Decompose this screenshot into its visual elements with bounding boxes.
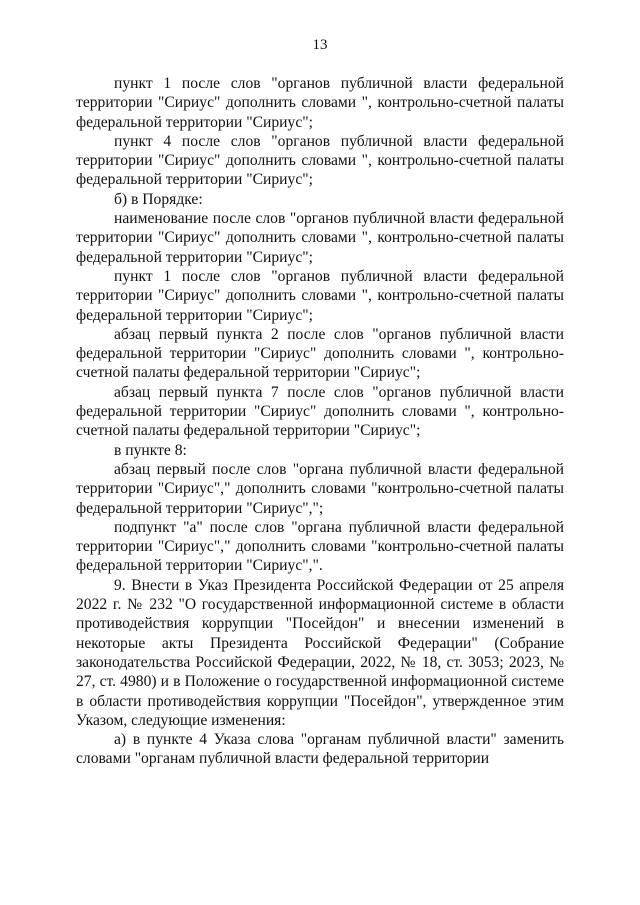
paragraph: абзац первый после слов "органа публичной власти федеральной территории "Сириус"," дополнить словами "контрольно-счетной палаты федеральной территории "Сириус","; [76,460,564,517]
paragraph: в пункте 8: [114,441,187,459]
paragraph: б) в Порядке: [114,190,203,208]
paragraph: 9. Внести в Указ Президента Российской Федерации от 25 апреля 2022 г. № 232 "О государственной информационной системе в области противодействия коррупции "Посейдон" и внесении изменений в некоторые акты Президента Российской Федерации" (Собрание законодательства Российской Федерации, 2022, № 18, ст. 3053; 2023, № 27, ст. 4980) и в Положение о государственной информационной системе в области противодействия коррупции "Посейдон", утвержденное этим Указом, следующие изменения: [76,576,564,729]
paragraph: а) в пункте 4 Указа слова "органам публичной власти" заменить словами "органам публичной власти федеральной территории [76,731,564,768]
paragraph: пункт 4 после слов "органов публичной власти федеральной территории "Сириус" дополнить словами ", контрольно-счетной палаты федеральной территории "Сириус"; [76,132,564,189]
page-number: 13 [312,37,328,53]
paragraph: пункт 1 после слов "органов публичной власти федеральной территории "Сириус" дополнить словами ", контрольно-счетной палаты федеральной территории "Сириус"; [76,267,564,324]
document-body [76,74,564,769]
paragraph: пункт 1 после слов "органов публичной власти федеральной территории "Сириус" дополнить словами ", контрольно-счетной палаты федеральной территории "Сириус"; [76,75,564,131]
paragraph: абзац первый пункта 2 после слов "органов публичной власти федеральной территории "Сириус" дополнить словами ", контрольно-счетной палаты федеральной территории "Сириус"; [76,325,564,382]
paragraph: абзац первый пункта 7 после слов "органов публичной власти федеральной территории "Сириус" дополнить словами ", контрольно-счетной палаты федеральной территории "Сириус"; [76,383,564,440]
paragraph: наименование после слов "органов публичной власти федеральной территории "Сириус" дополнить словами ", контрольно-счетной палаты федеральной территории "Сириус"; [76,210,564,266]
paragraph: подпункт "а" после слов "органа публичной власти федеральной территории "Сириус"," дополнить словами "контрольно-счетной палаты федеральной территории "Сириус",". [76,518,564,575]
